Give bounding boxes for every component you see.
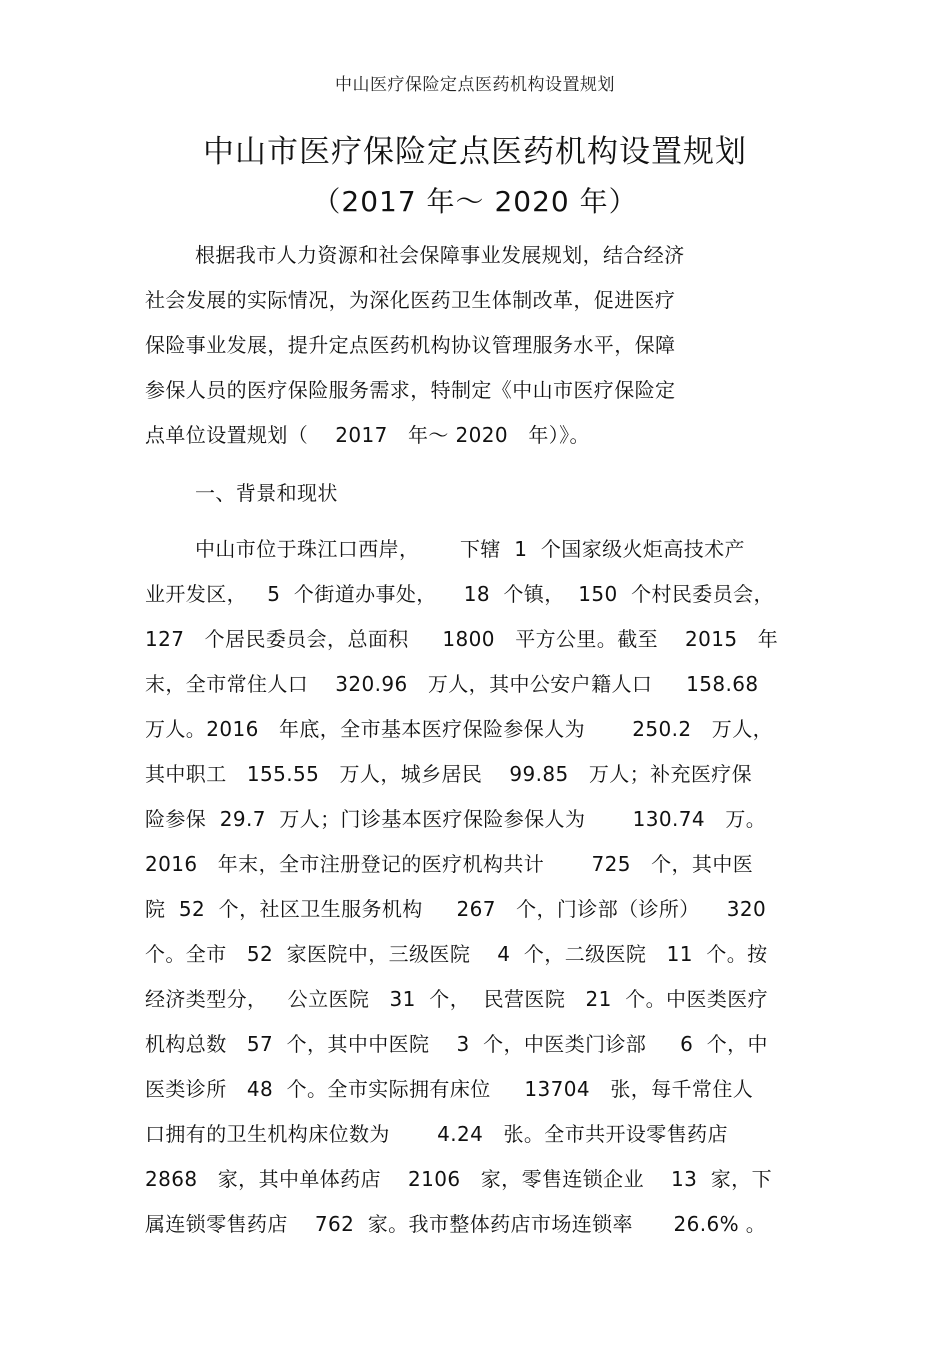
paragraph-line: 点单位设置规划（ 2017 年～ 2020 年）》。: [145, 423, 590, 447]
paragraph-line: 险参保 29.7 万人；门诊基本医疗保险参保人为 130.74 万。: [145, 807, 767, 831]
paragraph-line: 127 个居民委员会，总面积 1800 平方公里。截至 2015 年: [145, 627, 779, 651]
paragraph-line: 口拥有的卫生机构床位数为 4.24 张。全市共开设零售药店: [145, 1122, 728, 1146]
paragraph-line: 万人。2016 年底，全市基本医疗保险参保人为 250.2 万人，: [145, 717, 774, 741]
paragraph-line: 中山市位于珠江口西岸， 下辖 1 个国家级火炬高技术产: [195, 537, 745, 561]
paragraph-line: 业开发区， 5 个街道办事处， 18 个镇， 150 个村民委员会，: [145, 582, 774, 606]
paragraph-line: 个。全市 52 家医院中，三级医院 4 个，二级医院 11 个。按: [145, 942, 768, 966]
paragraph-line: 2016 年末，全市注册登记的医疗机构共计 725 个，其中医: [145, 852, 754, 876]
paragraph-line: 经济类型分， 公立医院 31 个， 民营医院 21 个。中医类医疗: [145, 987, 769, 1011]
paragraph-line: 参保人员的医疗保险服务需求，特制定《中山市医疗保险定: [145, 378, 676, 402]
paragraph-line: 2868 家，其中单体药店 2106 家，零售连锁企业 13 家，下: [145, 1167, 772, 1191]
paragraph-line: 根据我市人力资源和社会保障事业发展规划，结合经济: [195, 243, 685, 267]
paragraph-line: 末，全市常住人口 320.96 万人，其中公安户籍人口 158.68: [145, 672, 759, 696]
paragraph-line: 机构总数 57 个，其中中医院 3 个，中医类门诊部 6 个，中: [145, 1032, 768, 1056]
paragraph-line: 其中职工 155.55 万人，城乡居民 99.85 万人；补充医疗保: [145, 762, 753, 786]
section-heading: 一、背景和现状: [195, 481, 338, 505]
document-title: 中山市医疗保险定点医药机构设置规划: [203, 134, 747, 170]
paragraph-line: 保险事业发展，提升定点医药机构协议管理服务水平，保障: [145, 333, 676, 357]
paragraph-line: 属连锁零售药店 762 家。我市整体药店市场连锁率 26.6% 。: [145, 1212, 767, 1236]
paragraph-line: 医类诊所 48 个。全市实际拥有床位 13704 张，每千常住人: [145, 1077, 754, 1101]
paragraph-line: 院 52 个，社区卫生服务机构 267 个，门诊部（诊所） 320: [145, 897, 767, 921]
document-subtitle: （2017 年～ 2020 年）: [312, 185, 638, 218]
running-header: 中山医疗保险定点医药机构设置规划: [335, 75, 615, 95]
paragraph-line: 社会发展的实际情况，为深化医药卫生体制改革，促进医疗: [145, 288, 676, 312]
